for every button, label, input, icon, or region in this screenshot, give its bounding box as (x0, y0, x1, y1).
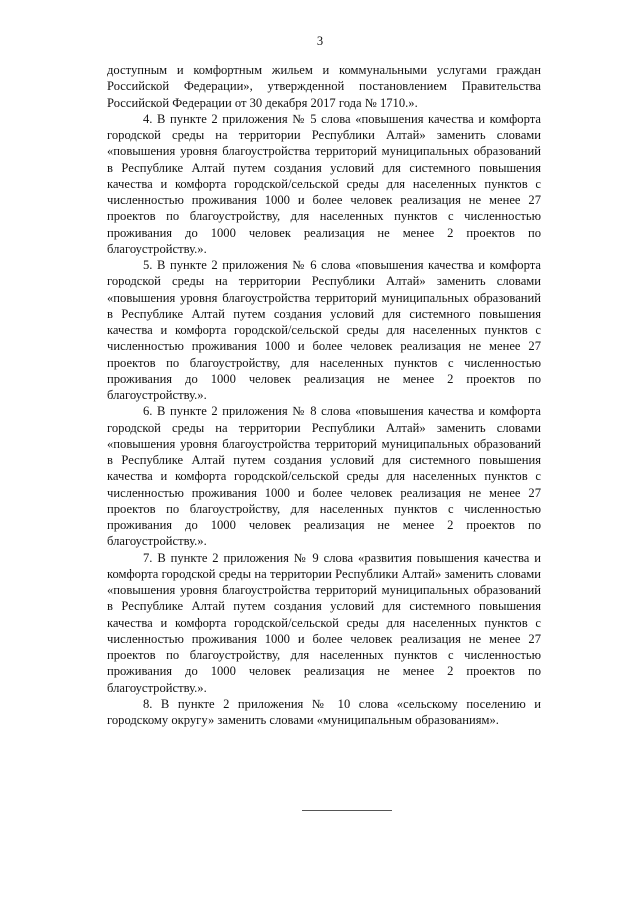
paragraph-item-4: 4. В пункте 2 приложения № 5 слова «повышения качества и комфорта городской среды на территории Республики Алтай» заменить словами «повышения уровня благоустройства территорий муниципальных образований в Республике Алтай путем создания условий для системного повышения качества и комфорта городской/сельской среды для населенных пунктов с численностью проживания 1000 и более человек реализация не менее 27 проектов по благоустройству, для населенных пунктов с численностью проживания до 1000 человек реализация не менее 2 проектов по благоустройству.». (107, 111, 541, 256)
end-of-text-divider (302, 810, 392, 811)
paragraph-item-7: 7. В пункте 2 приложения № 9 слова «развития повышения качества и комфорта городской среды на территории Республики Алтай» заменить словами «повышения уровня благоустройства территорий муниципальных образований в Республике Алтай путем создания условий для системного повышения качества и комфорта городской/сельской среды для населенных пунктов с численностью проживания 1000 и более человек реализация не менее 27 проектов по благоустройству, для населенных пунктов с численностью проживания до 1000 человек реализация не менее 2 проектов по благоустройству.». (107, 550, 541, 695)
document-body (107, 62, 541, 728)
paragraph-item-5: 5. В пункте 2 приложения № 6 слова «повышения качества и комфорта городской среды на территории Республики Алтай» заменить словами «повышения уровня благоустройства территорий муниципальных образований в Республике Алтай путем создания условий для системного повышения качества и комфорта городской/сельской среды для населенных пунктов с численностью проживания 1000 и более человек реализация не менее 27 проектов по благоустройству, для населенных пунктов с численностью проживания до 1000 человек реализация не менее 2 проектов по благоустройству.». (107, 258, 541, 402)
paragraph-item-8: 8. В пункте 2 приложения № 10 слова «сельскому поселению и городскому округу» заменить словами «муниципальным образованиям». (107, 696, 541, 727)
paragraph-continuation: доступным и комфортным жильем и коммунальными услугами граждан Российской Федерации», утвержденной постановлением Правительства Российской Федерации от 30 декабря 2017 года № 1710.». (107, 63, 541, 110)
paragraph-item-6: 6. В пункте 2 приложения № 8 слова «повышения качества и комфорта городской среды на территории Республики Алтай» заменить словами «повышения уровня благоустройства территорий муниципальных образований в Республике Алтай путем создания условий для системного повышения качества и комфорта городской/сельской среды для населенных пунктов с численностью проживания 1000 и более человек реализация не менее 27 проектов по благоустройству, для населенных пунктов с численностью проживания до 1000 человек реализация не менее 2 проектов по благоустройству.». (107, 404, 541, 549)
page-number: 3 (316, 34, 324, 48)
